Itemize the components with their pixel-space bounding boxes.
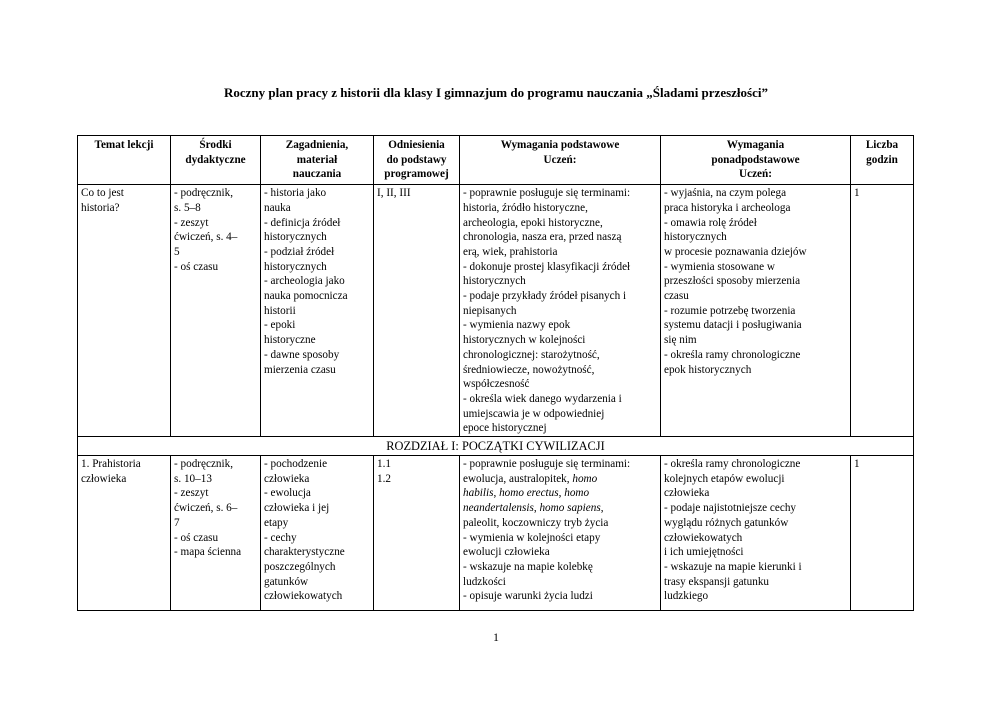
page-number: 1 [493, 630, 499, 644]
cell-topic: Co to jest historia? [78, 185, 171, 437]
header-advanced-requirements: Wymagania ponadpodstawowe Uczeń: [661, 136, 851, 185]
cell-means: - podręcznik, s. 10–13 - zeszyt ćwiczeń, s. 6– 7 - oś czasu - mapa ścienna [171, 456, 261, 611]
cell-basic-requirements: - poprawnie posługuje się terminami: historia, źródło historyczne, archeologia, epoki historyczne, chronologia, nasza era, przed naszą erą, wiek, prahistoria - dokonuje prostej klasyfikacji źródeł historycznych - podaje przykłady źródeł pisanych i niepisanych - wymienia nazwy epok historycznych w kolejności chronologicznej: starożytność, średniowiecze, nowożytność, współczesność - określa wiek danego wydarzenia i umiejscawia je w odpowiedniej epoce historycznej [460, 185, 661, 437]
table-row [78, 456, 914, 611]
section-row [78, 437, 914, 456]
cell-advanced-requirements: - wyjaśnia, na czym polega praca historyka i archeologa - omawia rolę źródeł historycznych w procesie poznawania dziejów - wymienia stosowane w przeszłości sposoby mierzenia czasu - rozumie potrzebę tworzenia systemu datacji i posługiwania się nim - określa ramy chronologiczne epok historycznych [661, 185, 851, 437]
cell-issues: - pochodzenie człowieka - ewolucja człowieka i jej etapy - cechy charakterystyczne poszczególnych gatunków człowiekowatych [261, 456, 374, 611]
lesson-plan-table [77, 135, 914, 611]
header-row [78, 136, 914, 185]
header-references: Odniesienia do podstawy programowej [374, 136, 460, 185]
header-topic: Temat lekcji [78, 136, 171, 185]
cell-references: 1.1 1.2 [374, 456, 460, 611]
cell-issues: - historia jako nauka - definicja źródeł historycznych - podział źródeł historycznych - archeologia jako nauka pomocnicza historii - epoki historyczne - dawne sposoby mierzenia czasu [261, 185, 374, 437]
cell-references: I, II, III [374, 185, 460, 437]
header-hours: Liczba godzin [851, 136, 914, 185]
cell-advanced-requirements: - określa ramy chronologiczne kolejnych etapów ewolucji człowieka - podaje najistotniejsze cechy wyglądu różnych gatunków człowiekowatych i ich umiejętności - wskazuje na mapie kierunki i trasy ekspansji gatunku ludzkiego [661, 456, 851, 611]
cell-means: - podręcznik, s. 5–8 - zeszyt ćwiczeń, s. 4– 5 - oś czasu [171, 185, 261, 437]
cell-topic: 1. Prahistoria człowieka [78, 456, 171, 611]
cell-basic-requirements: - poprawnie posługuje się terminami: ewolucja, australopitek, homo habilis, homo erectus, homo neandertalensis, homo sapiens, paleolit, koczowniczy tryb życia - wymienia w kolejności etapy ewolucji człowieka - wskazuje na mapie kolebkę ludzkości - opisuje warunki życia ludzi [460, 456, 661, 611]
section-heading: ROZDZIAŁ I: POCZĄTKI CYWILIZACJI [78, 437, 914, 456]
header-basic-requirements: Wymagania podstawowe Uczeń: [460, 136, 661, 185]
header-means: Środki dydaktyczne [171, 136, 261, 185]
table-row [78, 185, 914, 437]
cell-hours: 1 [851, 185, 914, 437]
document-title: Roczny plan pracy z historii dla klasy I gimnazjum do programu nauczania „Śladami przeszłości” [224, 85, 768, 100]
cell-hours: 1 [851, 456, 914, 611]
header-issues: Zagadnienia, materiał nauczania [261, 136, 374, 185]
